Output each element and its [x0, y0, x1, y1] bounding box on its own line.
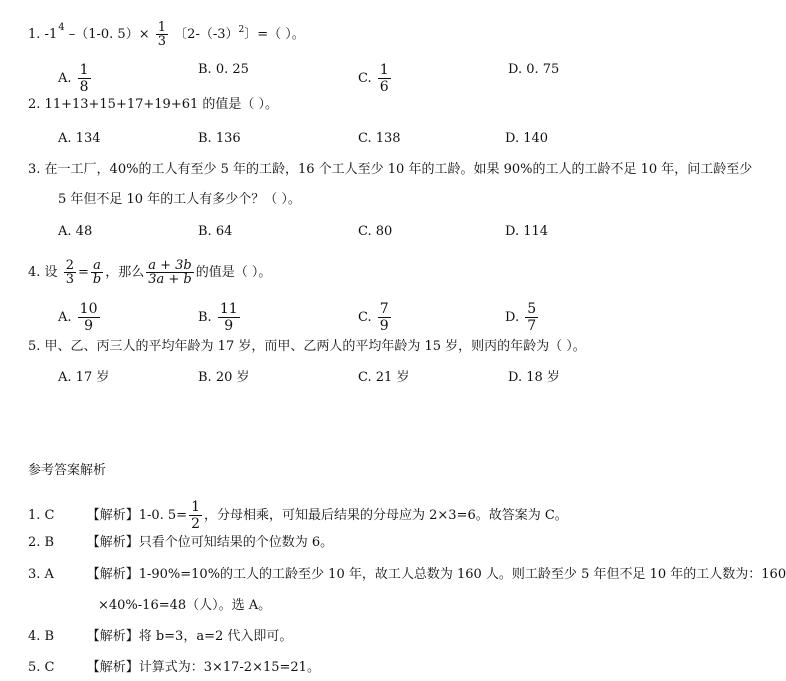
- q1-option-b[interactable]: B. 0. 25: [198, 62, 249, 77]
- question-5-stem: 5. 甲、乙、丙三人的平均年龄为 17 岁，而甲、乙两人的平均年龄为 15 岁，则丙的年龄为（ ）。: [28, 339, 586, 354]
- question-3-stem: 3. 在一工厂，40%的工人有至少 5 年的工龄，16 个工人至少 10 年的工龄。如果 90%的工人的工龄不足 10 年，问工龄至少: [28, 162, 753, 177]
- fraction: $\frac{10}{9}$: [79, 301, 98, 334]
- fraction: $\frac{2}{3}$: [65, 258, 74, 287]
- q5-option-c[interactable]: C. 21 岁: [358, 370, 410, 385]
- q2-option-d[interactable]: D. 140: [505, 131, 549, 146]
- q4-option-c[interactable]: C. $\frac{7}{9}$: [358, 301, 389, 334]
- fraction: $\frac{a}{b}$: [92, 258, 102, 287]
- question-4-stem: 4. 设 $\frac{2}{3}$ = $\frac{a}{b}$ ，那么 $\frac{a + 3b}{3a + b}$ 的值是（ ）。: [28, 258, 272, 287]
- fraction: $\frac{1}{2}$: [191, 499, 200, 532]
- question-number: 1.: [28, 27, 41, 42]
- q4-option-b[interactable]: B. $\frac{11}{9}$: [198, 301, 238, 334]
- q4-option-a[interactable]: A. $\frac{10}{9}$: [58, 301, 98, 334]
- question-2-stem: 2. 11+13+15+17+19+61 的值是（ ）。: [28, 97, 279, 112]
- q2-option-a[interactable]: A. 134: [58, 131, 101, 146]
- answer-3-line2: ×40%-16=48（人）。选 A。: [98, 598, 272, 613]
- q2-option-c[interactable]: C. 138: [358, 131, 401, 146]
- q4-option-d[interactable]: D. $\frac{5}{7}$: [505, 301, 537, 334]
- q1-option-c[interactable]: C. $\frac{1}{6}$: [358, 62, 389, 95]
- answer-4: 4. B 【解析】将 b=3，a=2 代入即可。: [28, 629, 293, 644]
- question-number: 2.: [28, 97, 41, 112]
- fraction: $\frac{a + 3b}{3a + b}$: [148, 258, 192, 287]
- q3-option-d[interactable]: D. 114: [505, 224, 549, 239]
- q5-option-b[interactable]: B. 20 岁: [198, 370, 250, 385]
- fraction: $\frac{11}{9}$: [219, 301, 238, 334]
- q1-option-d[interactable]: D. 0. 75: [508, 62, 560, 77]
- answer-1: 1. C 【解析】1-0. 5= $\frac{1}{2}$ ，分母相乘，可知最后结果的分母应为 2×3=6。故答案为 C。: [28, 499, 568, 532]
- q1-option-a[interactable]: A. $\frac{1}{8}$: [58, 62, 89, 95]
- q3-option-c[interactable]: C. 80: [358, 224, 393, 239]
- question-1-stem: 1. $-1^4$ –（1-0. 5）× $\frac{1}{3}$ 〔$2-(-3)^2$〕=（ ）。: [28, 20, 305, 49]
- question-number: 4.: [28, 265, 41, 280]
- question-number: 5.: [28, 339, 41, 354]
- answer-3: 3. A 【解析】1-90%=10%的工人的工龄至少 10 年，故工人总数为 160 人。则工龄至少 5 年但不足 10 年的工人数为：160: [28, 567, 786, 582]
- answer-5: 5. C 【解析】计算式为：3×17-2×15=21。: [28, 660, 320, 675]
- fraction: $\frac{7}{9}$: [379, 301, 389, 334]
- answers-title: 参考答案解析: [28, 463, 107, 478]
- answer-2: 2. B 【解析】只看个位可知结果的个位数为 6。: [28, 535, 334, 550]
- question-number: 3.: [28, 162, 41, 177]
- fraction: $\frac{1}{6}$: [379, 62, 389, 95]
- q2-option-b[interactable]: B. 136: [198, 131, 241, 146]
- q3-option-b[interactable]: B. 64: [198, 224, 233, 239]
- question-3-stem-line2: 5 年但不足 10 年的工人有多少个？（ ）。: [58, 192, 301, 207]
- q5-option-d[interactable]: D. 18 岁: [508, 370, 560, 385]
- q5-option-a[interactable]: A. 17 岁: [58, 370, 110, 385]
- q3-option-a[interactable]: A. 48: [58, 224, 93, 239]
- fraction: $\frac{5}{7}$: [527, 301, 537, 334]
- fraction: $\frac{1}{3}$: [157, 20, 167, 49]
- fraction: $\frac{1}{8}$: [79, 62, 89, 95]
